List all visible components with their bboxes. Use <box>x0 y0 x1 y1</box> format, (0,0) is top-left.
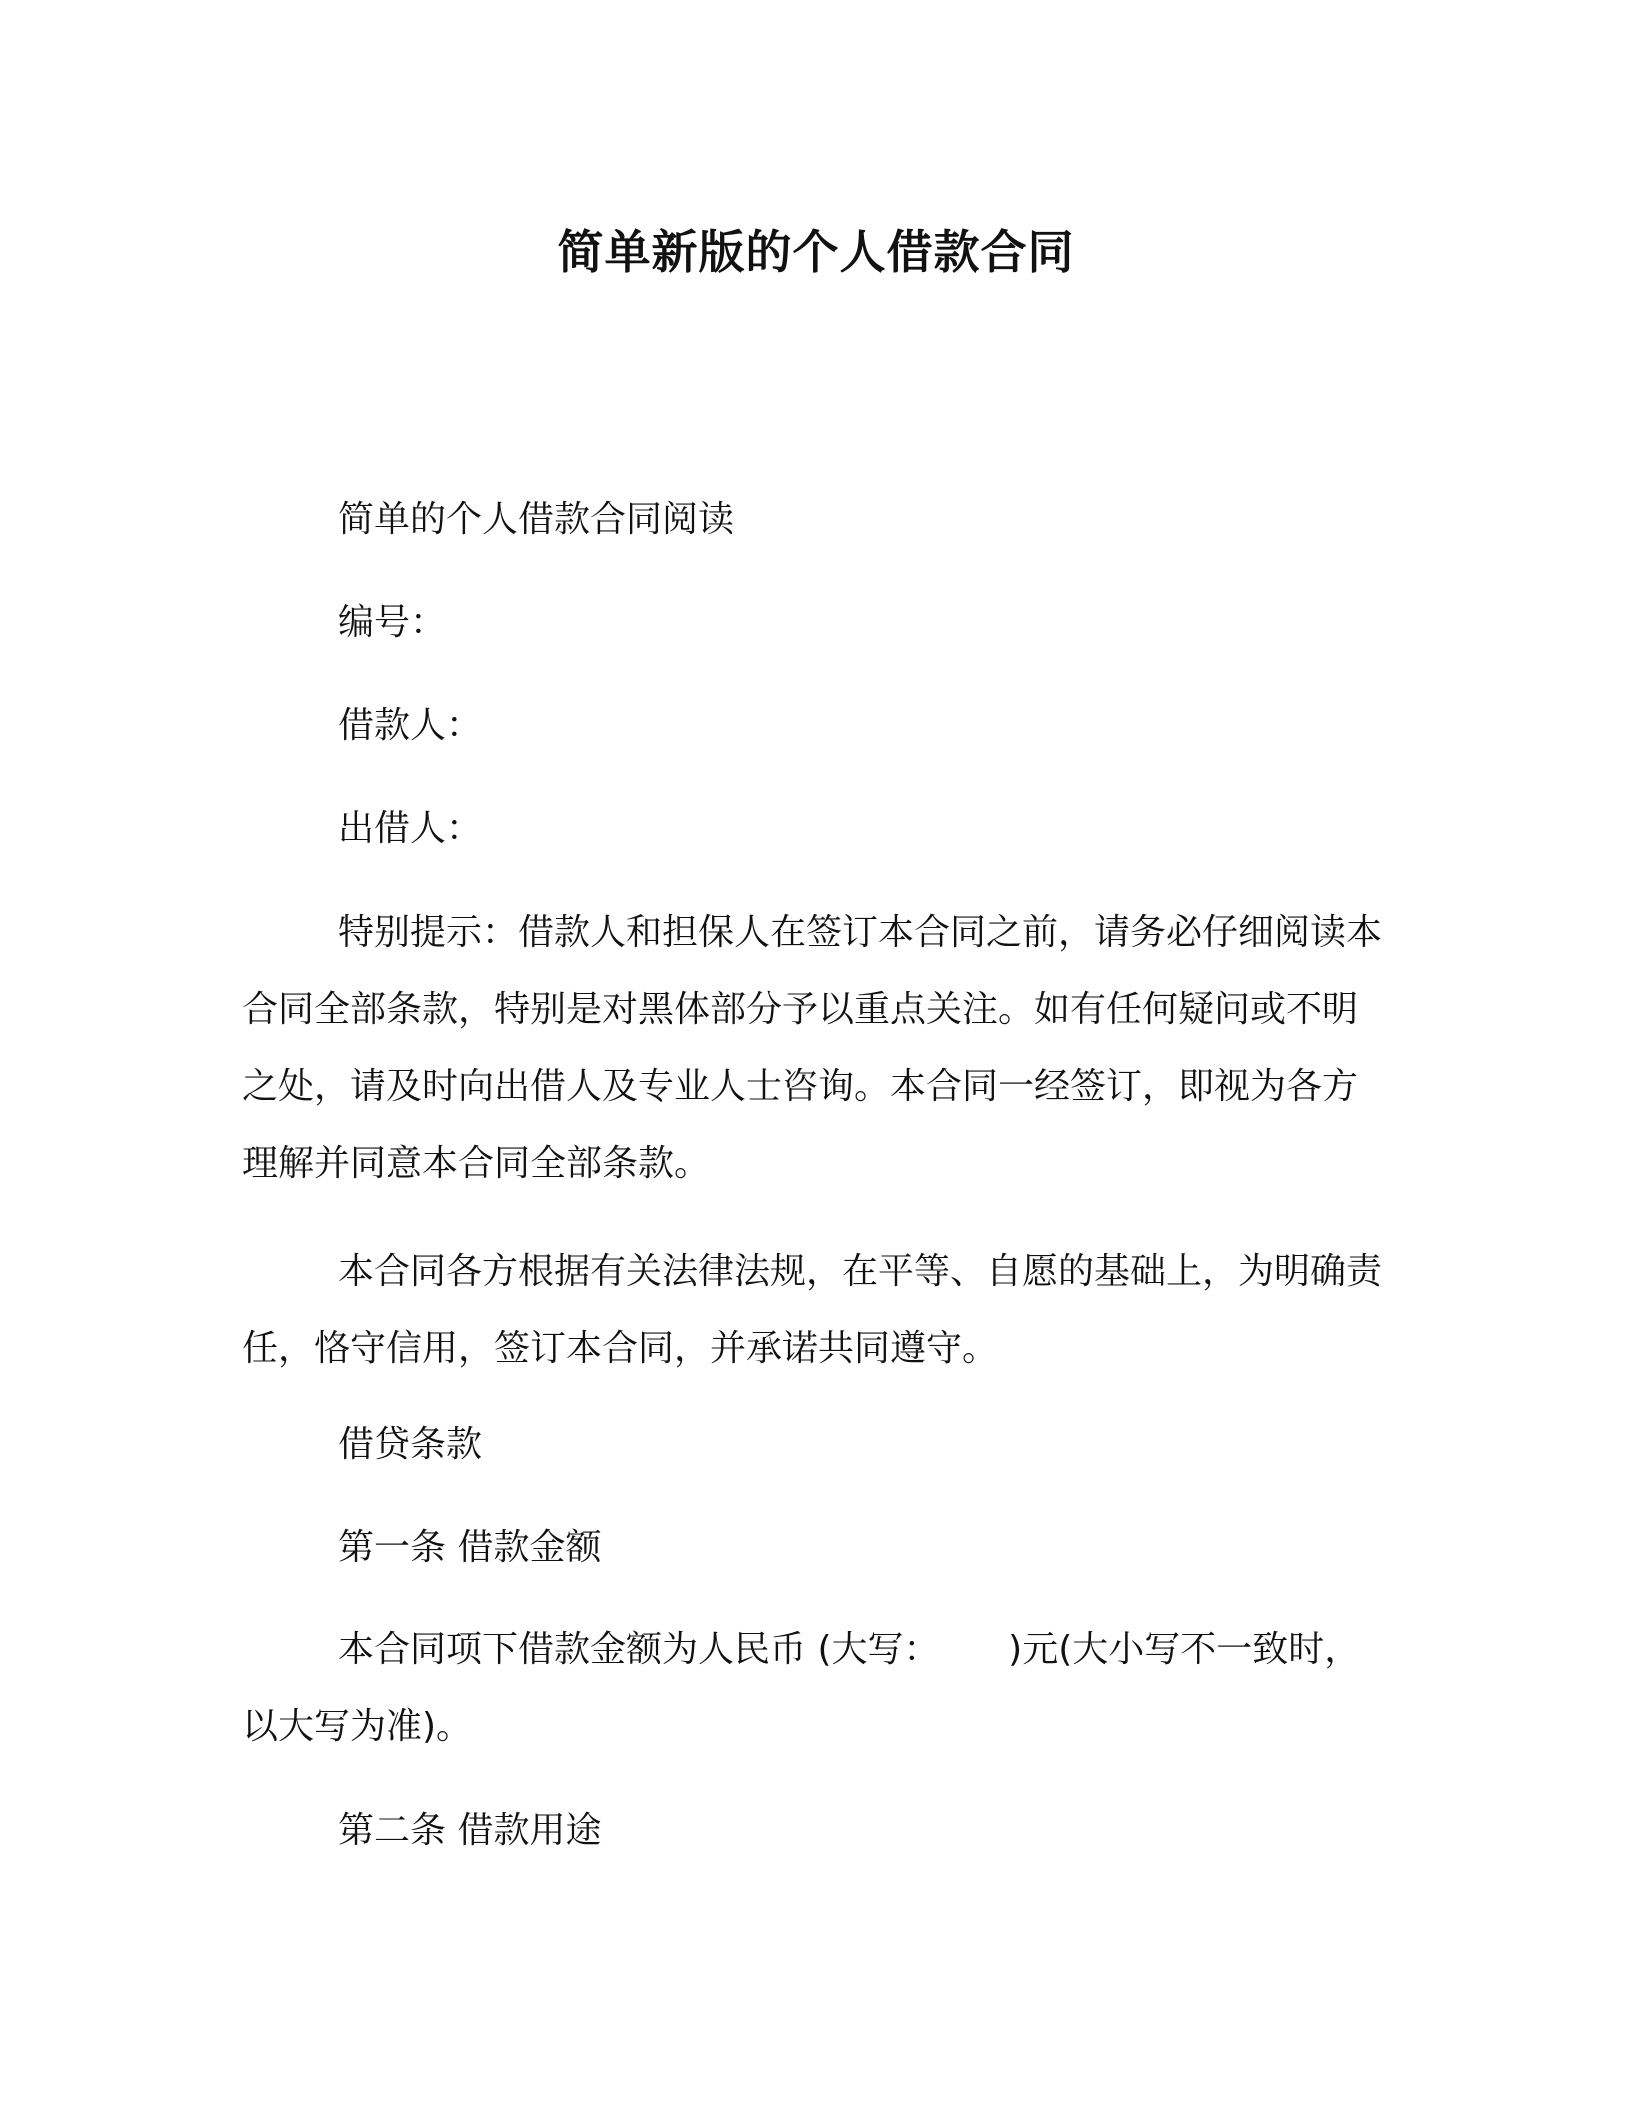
lender-label: 出借人： <box>338 808 483 849</box>
borrower-label: 借款人： <box>338 705 483 746</box>
article1-heading: 第一条 借款金额 <box>338 1527 602 1568</box>
document-subtitle: 简单的个人借款合同阅读 <box>338 499 735 540</box>
document-title: 简单新版的个人借款合同 <box>557 225 1075 279</box>
section-heading: 借贷条款 <box>338 1424 483 1465</box>
preamble-paragraph: 本合同各方根据有关法律法规，在平等、自愿的基础上，为明确责任，恪守信用，签订本合同，并承诺共同遵守。 <box>242 1251 1383 1369</box>
number-label: 编号： <box>338 602 447 643</box>
special-notice-paragraph: 特别提示：借款人和担保人在签订本合同之前，请务必仔细阅读本合同全部条款，特别是对黑体部分予以重点关注。如有任何疑问或不明之处，请及时向出借人及专业人士咨询。本合同一经签订，即视为各方理解并同意本合同全部条款。 <box>242 912 1383 1184</box>
article2-heading: 第二条 借款用途 <box>338 1810 602 1851</box>
article1-body: 本合同项下借款金额为人民币 (大写： )元(大小写不一致时，以大写为准)。 <box>242 1629 1361 1747</box>
